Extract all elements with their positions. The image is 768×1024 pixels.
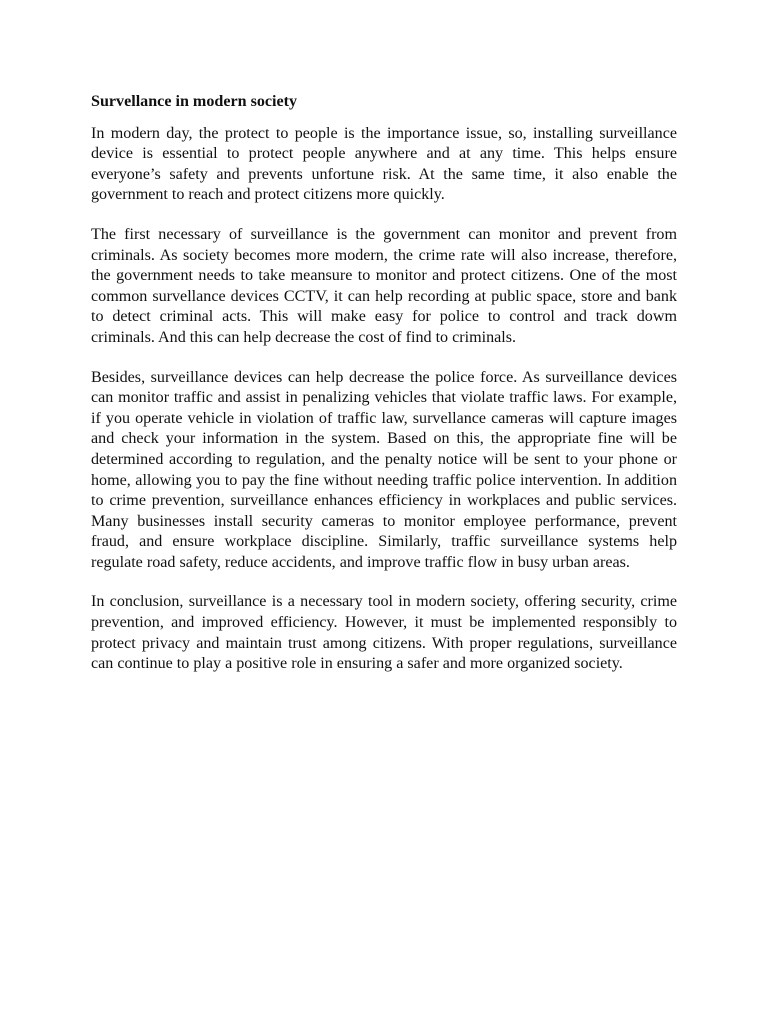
document-body <box>91 92 677 694</box>
document-title: Survellance in modern society <box>91 93 298 110</box>
paragraph-traffic-and-workplace: Besides, surveillance devices can help decrease the police force. As surveillance devices can monitor traffic and assist in penalizing vehicles that violate traffic laws. For example, if you operate vehicle in violation of traffic law, survellance cameras will capture images and check your information in the system. Based on this, the appropriate fine will be determined according to regulation, and the penalty notice will be sent to your phone or home, allowing you to pay the fine without needing traffic police intervention. In addition to crime prevention, surveillance enhances efficiency in workplaces and public services. Many businesses install security cameras to monitor employee performance, prevent fraud, and ensure workplace discipline. Similarly, traffic surveillance systems help regulate road safety, reduce accidents, and improve traffic flow in busy urban areas. <box>91 368 677 571</box>
paragraph-introduction: In modern day, the protect to people is the importance issue, so, installing surveillance device is essential to protect people anywhere and at any time. This helps ensure everyone’s safety and prevents unfortune risk. At the same time, it also enable the government to reach and protect citizens more quickly. <box>91 124 677 204</box>
paragraph-crime-monitoring: The first necessary of surveillance is the government can monitor and prevent from criminals. As society becomes more modern, the crime rate will also increase, therefore, the government needs to take meansure to monitor and protect citizens. One of the most common survellance devices CCTV, it can help recording at public space, store and bank to detect criminal acts. This will make easy for police to control and track dowm criminals. And this can help decrease the cost of find to criminals. <box>91 225 677 346</box>
paragraph-conclusion: In conclusion, surveillance is a necessary tool in modern society, offering security, crime prevention, and improved efficiency. However, it must be implemented responsibly to protect privacy and maintain trust among citizens. With proper regulations, surveillance can continue to play a positive role in ensuring a safer and more organized society. <box>91 593 677 673</box>
